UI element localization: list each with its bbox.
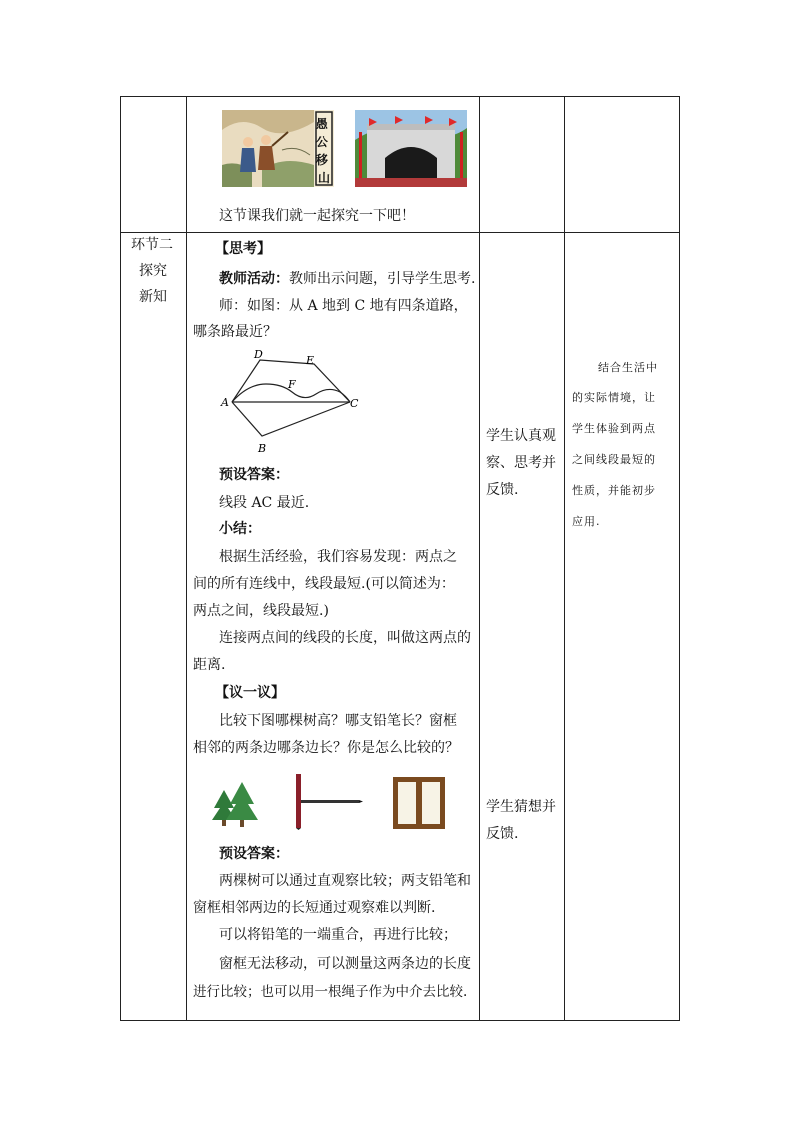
intent-line-4: 之间线段最短的 <box>572 453 656 466</box>
think-heading: 【思考】 <box>215 241 271 257</box>
stage-label-2: 探究 <box>139 263 167 279</box>
question-line-2: 哪条路最近？ <box>193 324 277 340</box>
label-b: B <box>258 442 267 455</box>
student-activity-2-line-1: 学生猜想并 <box>486 799 556 815</box>
stage-label-1: 环节二 <box>131 237 173 253</box>
student-activity-1-line-2: 察、思考并 <box>486 455 556 471</box>
student-activity-1-line-1: 学生认真观 <box>486 428 556 444</box>
table-top-border <box>120 96 680 97</box>
summary-label: 小结： <box>219 521 261 537</box>
discuss-answer-2: 窗框相邻两边的长短通过观察难以判断. <box>193 900 436 916</box>
intent-line-6: 应用. <box>572 515 601 528</box>
window-frame-icon <box>392 776 446 830</box>
tunnel-photo <box>355 110 467 187</box>
label-f: F <box>288 378 296 391</box>
answer-label-2: 预设答案： <box>219 846 289 862</box>
row-divider <box>120 232 680 233</box>
col-line-3 <box>479 96 480 1021</box>
student-activity-1-line-3: 反馈. <box>486 482 519 498</box>
yugong-painting-art <box>222 110 334 187</box>
yugong-painting <box>222 110 334 187</box>
summary-line-1: 根据生活经验，我们容易发现：两点之 <box>219 549 457 565</box>
col-line-1 <box>120 96 121 1021</box>
label-a: A <box>221 396 229 409</box>
row1-closing-line: 这节课我们就一起探究一下吧！ <box>219 208 415 224</box>
tunnel-photo-art <box>355 110 467 187</box>
discuss-answer-4: 窗框无法移动，可以测量这两条边的长度 <box>219 956 471 972</box>
teacher-label: 教师活动： <box>219 271 289 287</box>
summary-line-3: 两点之间，线段最短.) <box>193 603 329 619</box>
discuss-answer-3: 可以将铅笔的一端重合，再进行比较； <box>219 927 457 943</box>
col-line-2 <box>186 96 187 1021</box>
discuss-heading: 【议一议】 <box>215 685 285 701</box>
trees-icon <box>212 780 258 828</box>
pencils-icon <box>293 774 363 830</box>
yugong-caption: 愚 公 移 山 <box>315 117 331 185</box>
question-line-1: 师：如图：从 A 地到 C 地有四条道路， <box>219 298 468 314</box>
route-diagram <box>214 346 374 456</box>
label-d: D <box>254 348 263 361</box>
stage-label-3: 新知 <box>139 289 167 305</box>
col-line-4 <box>564 96 565 1021</box>
answer-text-1: 线段 AC 最近. <box>219 495 310 511</box>
table-bottom-border <box>120 1020 680 1021</box>
discuss-line-1: 比较下图哪棵树高？哪支铅笔长？窗框 <box>219 713 457 729</box>
label-e: E <box>306 354 315 367</box>
intent-line-2: 的实际情境，让 <box>572 391 656 404</box>
intent-line-3: 学生体验到两点 <box>572 422 656 435</box>
teacher-text: 教师出示问题，引导学生思考. <box>289 271 476 287</box>
summary-line-4: 连接两点间的线段的长度，叫做这两点的 <box>219 630 471 646</box>
col-line-5 <box>679 96 680 1021</box>
route-abc <box>232 402 350 436</box>
student-activity-2-line-2: 反馈. <box>486 826 519 842</box>
summary-line-5: 距离. <box>193 657 226 673</box>
intent-line-1: 结合生活中 <box>598 361 658 374</box>
answer-label-1: 预设答案： <box>219 467 289 483</box>
label-c: C <box>350 397 359 410</box>
intent-line-5: 性质，并能初步 <box>572 484 656 497</box>
discuss-line-2: 相邻的两条边哪条边长？你是怎么比较的？ <box>193 740 459 756</box>
discuss-answer-5: 进行比较；也可以用一根绳子作为中介去比较. <box>193 984 468 1000</box>
summary-line-2: 间的所有连线中，线段最短.(可以简述为： <box>193 576 455 592</box>
teacher-activity <box>219 270 475 288</box>
discuss-answer-1: 两棵树可以通过直观察比较；两支铅笔和 <box>219 873 471 889</box>
